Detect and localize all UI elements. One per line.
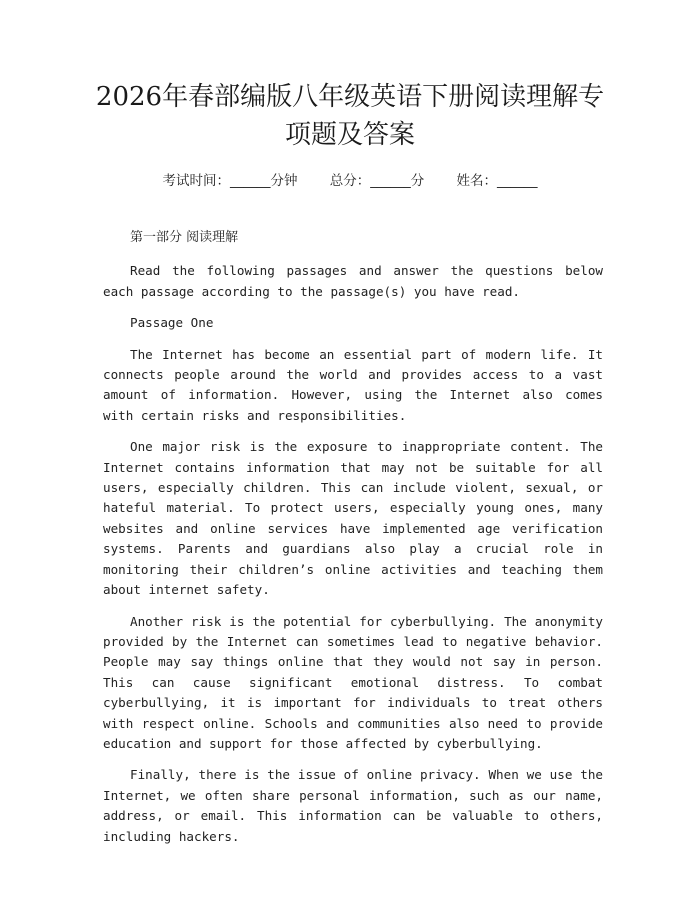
section-title: 第一部分 阅读理解: [130, 230, 239, 245]
title-line-2: 项题及答案: [284, 120, 415, 150]
paragraph: Another risk is the potential for cyberbullying. The anonymity provided by the Internet can sometimes lead to negative behavior. People may say things online that they would not say in person. This can cause significant emotional distress. To combat cyberbullying, it is important for individuals to treat others with respect online. Schools and communities also need to provide education and support for those affected by cyberbullying.: [103, 613, 603, 751]
exam-score: 总分：______分: [329, 173, 425, 189]
exam-time: 考试时间：______分钟: [162, 173, 298, 189]
passage-label: Passage One: [130, 315, 214, 331]
paragraph: One major risk is the exposure to inappropriate content. The Internet contains information that may not be suitable for all users, especially children. This can include violent, sexual, or hateful material. To protect users, especially young ones, many websites and online services have implemented age verification systems. Parents and guardians also play a crucial role in monitoring their children’s online activities and teaching them about internet safety.: [103, 439, 603, 598]
exam-name: 姓名：______: [456, 173, 538, 189]
document-title: [80, 78, 620, 154]
instructions: Read the following passages and answer the questions below each passage according to the passage(s) you have read.: [103, 263, 603, 299]
title-line-1: 2026年春部编版八年级英语下册阅读理解专: [95, 82, 605, 112]
paragraph: The Internet has become an essential part of modern life. It connects people around the world and provides access to a vast amount of information. However, using the Internet also comes with certain risks and responsibilities.: [103, 346, 603, 423]
document-body: [103, 228, 603, 858]
paragraph: Finally, there is the issue of online privacy. When we use the Internet, we often share personal information, such as our name, address, or email. This information can be valuable to others, including hackers.: [103, 767, 603, 844]
exam-info: [0, 169, 700, 189]
